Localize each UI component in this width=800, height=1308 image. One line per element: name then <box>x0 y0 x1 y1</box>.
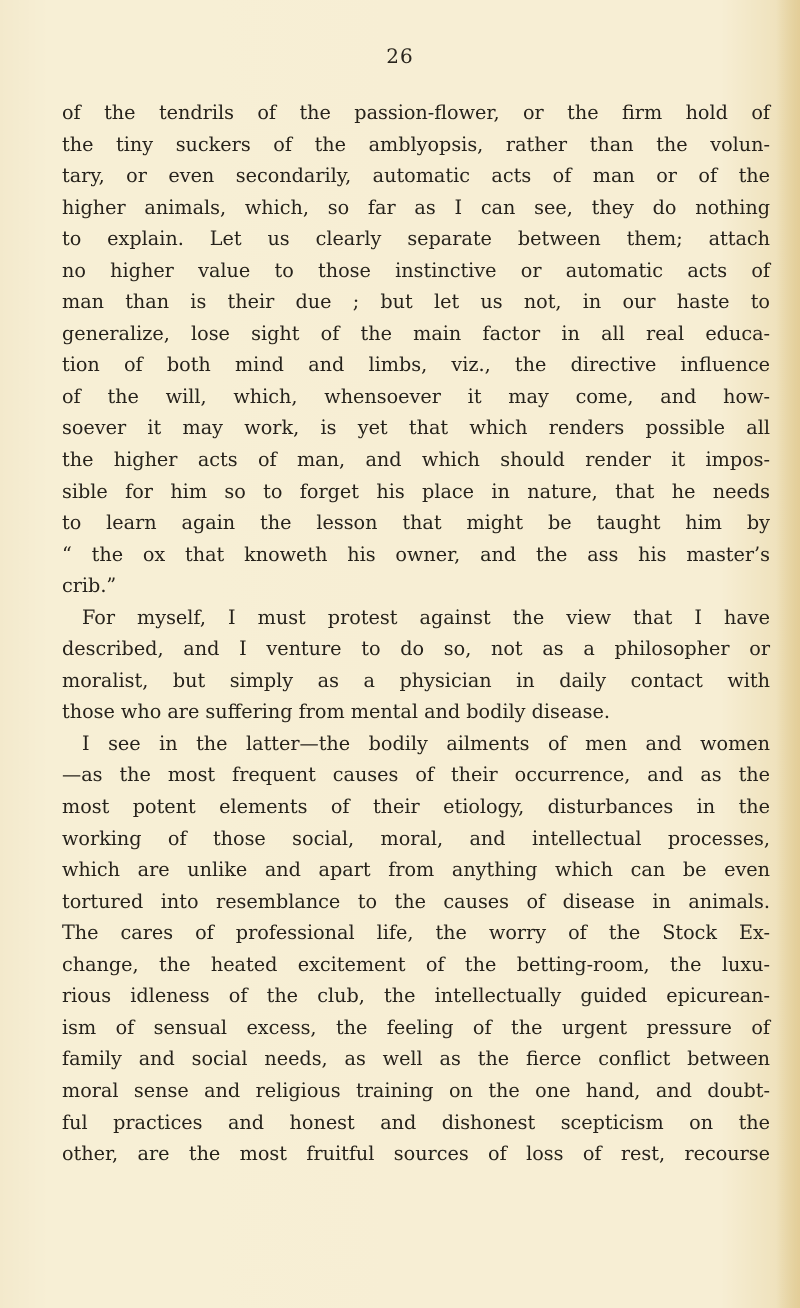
text-line: —as the most frequent causes of their occurrence, and as the <box>62 763 770 787</box>
text-line: tortured into resemblance to the causes of disease in animals. <box>62 889 770 913</box>
text-line: which are unlike and apart from anything which can be even <box>62 858 770 882</box>
text-line: The cares of professional life, the worry of the Stock Ex- <box>62 921 770 945</box>
text-line: those who are suffering from mental and bodily disease. <box>62 700 610 724</box>
text-line: to explain. Let us clearly separate between them; attach <box>62 227 770 251</box>
text-line: change, the heated excitement of the betting-room, the luxu- <box>62 952 770 976</box>
text-line: rious idleness of the club, the intellectually guided epicurean- <box>62 984 770 1008</box>
text-line: man than is their due ; but let us not, in our haste to <box>62 290 770 314</box>
text-line: no higher value to those instinctive or automatic acts of <box>62 258 770 282</box>
text-line: ism of sensual excess, the feeling of the urgent pressure of <box>62 1015 770 1039</box>
text-line: higher animals, which, so far as I can see, they do nothing <box>62 195 770 219</box>
text-line: of the tendrils of the passion-flower, or the firm hold of <box>62 101 770 124</box>
text-line: soever it may work, is yet that which renders possible all <box>62 416 770 440</box>
text-line: the tiny suckers of the amblyopsis, rather than the volun- <box>62 132 770 156</box>
text-line: I see in the latter—the bodily ailments of men and women <box>82 731 770 755</box>
text-line: working of those social, moral, and intellectual processes, <box>62 826 770 850</box>
text-line: of the will, which, whensoever it may come, and how- <box>62 384 770 408</box>
text-line: ful practices and honest and dishonest scepticism on the <box>62 1110 770 1134</box>
text-line: crib.” <box>62 574 117 598</box>
text-line: “ the ox that knoweth his owner, and the ass his master’s <box>62 542 770 566</box>
body-text <box>62 97 770 1170</box>
page-number: 26 <box>386 44 414 68</box>
text-line: For myself, I must protest against the view that I have <box>82 605 770 629</box>
text-line: sible for him so to forget his place in nature, that he needs <box>62 479 770 503</box>
text-line: to learn again the lesson that might be taught him by <box>62 511 770 535</box>
text-line: generalize, lose sight of the main factor in all real educa- <box>62 321 770 345</box>
text-line: family and social needs, as well as the fierce conflict between <box>62 1047 770 1071</box>
text-line: tary, or even secondarily, automatic acts of man or of the <box>62 164 770 188</box>
text-line: the higher acts of man, and which should render it impos- <box>62 448 770 472</box>
text-line: other, are the most fruitful sources of loss of rest, recourse <box>62 1142 770 1166</box>
text-line: most potent elements of their etiology, disturbances in the <box>62 795 770 819</box>
text-line: described, and I venture to do so, not as a philosopher or <box>62 637 770 661</box>
text-line: moralist, but simply as a physician in daily contact with <box>62 668 770 692</box>
page-edge-shadow <box>776 0 800 1308</box>
text-line: moral sense and religious training on the one hand, and doubt- <box>62 1078 770 1102</box>
text-line: tion of both mind and limbs, viz., the directive influence <box>62 353 770 377</box>
